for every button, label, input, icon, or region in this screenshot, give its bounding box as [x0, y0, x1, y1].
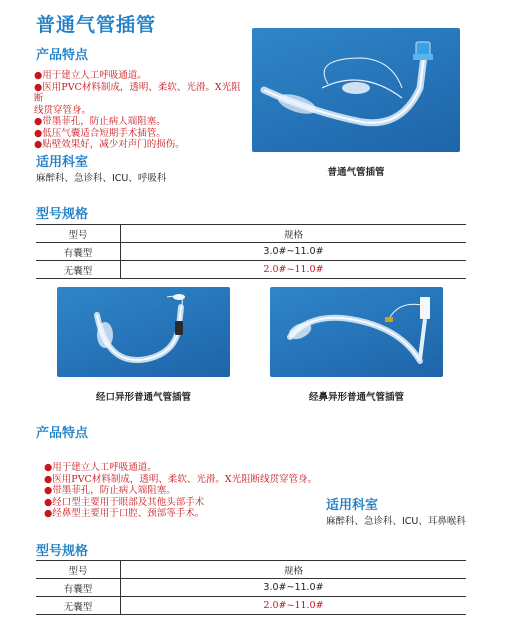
- dept-text-2: 麻醉科、急诊科、ICU、耳鼻喉科: [326, 516, 466, 527]
- table-row: [36, 579, 466, 597]
- feature-item: ●带墨菲孔，防止病人端阻塞。: [44, 485, 176, 496]
- features-heading-2: 产品特点: [36, 426, 89, 441]
- tube-photo-oral: [57, 287, 230, 377]
- cell-model: 无囊型: [36, 261, 121, 279]
- dept-heading-1: 适用科室: [36, 155, 89, 170]
- cell-model: 无囊型: [36, 597, 121, 615]
- dept-text-1: 麻醉科、急诊科、ICU、呼吸科: [36, 173, 167, 184]
- tube-photo-nasal: [270, 287, 443, 377]
- table-row: [36, 243, 466, 261]
- spec-heading-2: 型号规格: [36, 544, 89, 559]
- page-title: 普通气管插管: [36, 14, 157, 36]
- cell-spec: 3.0#~11.0#: [121, 579, 467, 597]
- column-header-spec: 规格: [121, 225, 467, 243]
- spec-heading-1: 型号规格: [36, 207, 89, 222]
- features-list-2: [44, 462, 344, 520]
- endotracheal-tube-image: [252, 28, 460, 152]
- feature-item: ●低压气囊适合短期手术插管。: [34, 127, 166, 139]
- spec-table-1: [36, 224, 466, 279]
- nasal-tube-image: [270, 287, 443, 377]
- feature-item: ●贴壁效果好，减少对声门的损伤。: [34, 139, 185, 150]
- column-header-model: 型号: [36, 225, 121, 243]
- cell-spec: 2.0#~11.0#: [121, 597, 467, 615]
- photo-caption-nasal: 经鼻异形普通气管插管: [308, 392, 404, 403]
- table-header-row: [36, 561, 466, 579]
- tube-photo-standard: [252, 28, 460, 152]
- oral-tube-image: [57, 287, 230, 377]
- cell-spec: 2.0#~11.0#: [121, 261, 467, 279]
- feature-item: ●经鼻型主要用于口腔、颈部等手术。: [44, 508, 205, 519]
- photo-caption-oral: 经口异形普通气管插管: [95, 392, 191, 403]
- table-header-row: [36, 225, 466, 243]
- feature-item: ●经口型主要用于眼部及其他头部手术: [44, 496, 205, 508]
- table-row: [36, 597, 466, 615]
- feature-item: ●用于建立人工呼吸通道。: [34, 70, 147, 81]
- cell-spec: 3.0#~11.0#: [121, 243, 467, 261]
- feature-item: ●带墨菲孔，防止病人端阻塞。: [34, 116, 166, 127]
- dept-heading-2: 适用科室: [326, 498, 379, 513]
- cell-model: 有囊型: [36, 243, 121, 261]
- spec-table-2: [36, 560, 466, 615]
- table-row: [36, 261, 466, 279]
- feature-item: ●用于建立人工呼吸通道。: [44, 462, 157, 473]
- feature-item: ●医用PVC材料制成，透明、柔软、光滑。X光阻断: [34, 81, 241, 104]
- column-header-model: 型号: [36, 561, 121, 579]
- feature-item: 线贯穿管身。: [34, 104, 92, 116]
- features-heading-1: 产品特点: [36, 48, 89, 63]
- column-header-spec: 规格: [121, 561, 467, 579]
- feature-item: ●医用PVC材料制成，透明、柔软、光滑。X光阻断线贯穿管身。: [44, 473, 318, 485]
- features-list-1: [34, 70, 249, 151]
- cell-model: 有囊型: [36, 579, 121, 597]
- photo-caption-standard: 普通气管插管: [327, 167, 385, 178]
